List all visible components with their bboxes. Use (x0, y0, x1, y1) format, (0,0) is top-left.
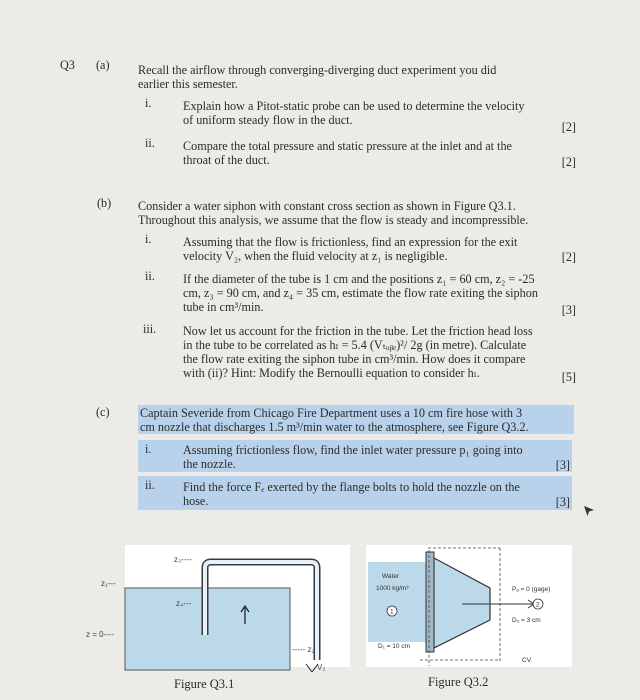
label-pa: Pₐ = 0 (gage) (512, 586, 551, 593)
part-b-iii-marks: [5] (561, 370, 576, 384)
part-b-ii-label: ii. (145, 269, 155, 283)
part-a-ii-line-1: Compare the total pressure and static pressure at the inlet and at the (183, 139, 512, 153)
flange (426, 552, 434, 652)
label-density: 1000 kg/m³ (376, 585, 409, 592)
part-a-label: (a) (96, 58, 110, 72)
part-a-ii-marks: [2] (561, 155, 576, 169)
part-c-ii-label: ii. (145, 478, 155, 492)
part-a-intro-line-1: Recall the airflow through converging-diverging duct experiment you did (138, 63, 497, 77)
part-c-i-label: i. (145, 442, 152, 456)
part-c-label: (c) (96, 405, 110, 419)
label-z0: z = 0---- (86, 630, 115, 639)
part-b-ii-line-3: tube in cm³/min. (183, 300, 264, 314)
part-a-i-label: i. (145, 96, 152, 110)
part-b-intro-line-1: Consider a water siphon with constant cross section as shown in Figure Q3.1. (138, 199, 516, 213)
part-b-iii-label: iii. (143, 322, 157, 336)
label-water: Water (382, 573, 400, 580)
part-b-ii-marks: [3] (561, 303, 576, 317)
part-a-ii-label: ii. (145, 136, 155, 150)
label-z4: z₄--- (176, 599, 192, 608)
label-d2: D₂ = 3 cm (512, 617, 541, 624)
part-b-ii-line-1: If the diameter of the tube is 1 cm and the positions z₁ = 60 cm, z₂ = -25 (183, 272, 535, 286)
figure-q3-2 (362, 540, 576, 680)
part-b-i-label: i. (145, 232, 152, 246)
label-point-2: 2 (536, 601, 540, 609)
part-c-ii-marks: [3] (555, 495, 570, 509)
label-point-1: 1 (390, 608, 394, 616)
figure-q3-2-caption: Figure Q3.2 (428, 675, 489, 689)
part-a-i-line-2: of uniform steady flow in the duct. (183, 113, 353, 127)
label-z3: z₃---- (174, 555, 192, 564)
part-b-intro-line-2: Throughout this analysis, we assume that the flow is steady and incompressible. (138, 213, 529, 227)
part-b-iii-line-1: Now let us account for the friction in the tube. Let the friction head loss (183, 324, 533, 338)
part-c-intro-line-2: cm nozzle that discharges 1.5 m³/min water to the atmosphere, see Figure Q3.2. (140, 420, 529, 434)
part-b-iii-line-3: the flow rate exiting the siphon tube in cm³/min. How does it compare (183, 352, 526, 366)
part-c-i-line-2: the nozzle. (183, 457, 236, 471)
part-b-iii-line-2: in the tube to be correlated as hₗ = 5.4 (Vₜᵤᵦₑ)²/ 2g (in metre). Calculate (183, 338, 527, 352)
label-cv: CV (522, 657, 532, 664)
mouse-cursor-icon (582, 504, 596, 518)
part-b-i-line-1: Assuming that the flow is frictionless, find an expression for the exit (183, 235, 518, 249)
part-b-label: (b) (97, 196, 112, 210)
part-c-i-line-1: Assuming frictionless flow, find the inlet water pressure p₁ going into (183, 443, 523, 457)
part-b-i-line-2: velocity V₂, when the fluid velocity at z₁ is negligible. (183, 249, 448, 263)
part-a-intro-line-2: earlier this semester. (138, 77, 238, 91)
label-d1: D₁ = 10 cm (378, 643, 410, 650)
label-z1: z₁--- (101, 579, 116, 588)
part-a-ii-line-2: throat of the duct. (183, 153, 270, 167)
part-c-ii-line-1: Find the force Fₑ exerted by the flange bolts to hold the nozzle on the (183, 480, 520, 494)
label-z2: ----- z₂ (292, 645, 315, 654)
part-c-i-marks: [3] (555, 458, 570, 472)
part-b-ii-line-2: cm, z₃ = 90 cm, and z₄ = 35 cm, estimate the flow rate exiting the siphon (183, 286, 538, 300)
question-number: Q3 (60, 58, 75, 72)
part-c-intro-line-1: Captain Severide from Chicago Fire Department uses a 10 cm fire hose with 3 (140, 406, 523, 420)
part-a-i-marks: [2] (561, 120, 576, 134)
figure-q3-1 (85, 540, 355, 680)
part-b-i-marks: [2] (561, 250, 576, 264)
figure-q3-1-caption: Figure Q3.1 (174, 677, 235, 691)
label-v2: V₂ (317, 663, 326, 672)
part-a-i-line-1: Explain how a Pitot-static probe can be used to determine the velocity (183, 99, 525, 113)
part-b-iii-line-4: with (ii)? Hint: Modify the Bernoulli equation to consider hₗ. (183, 366, 480, 380)
part-c-ii-line-2: hose. (183, 494, 209, 508)
